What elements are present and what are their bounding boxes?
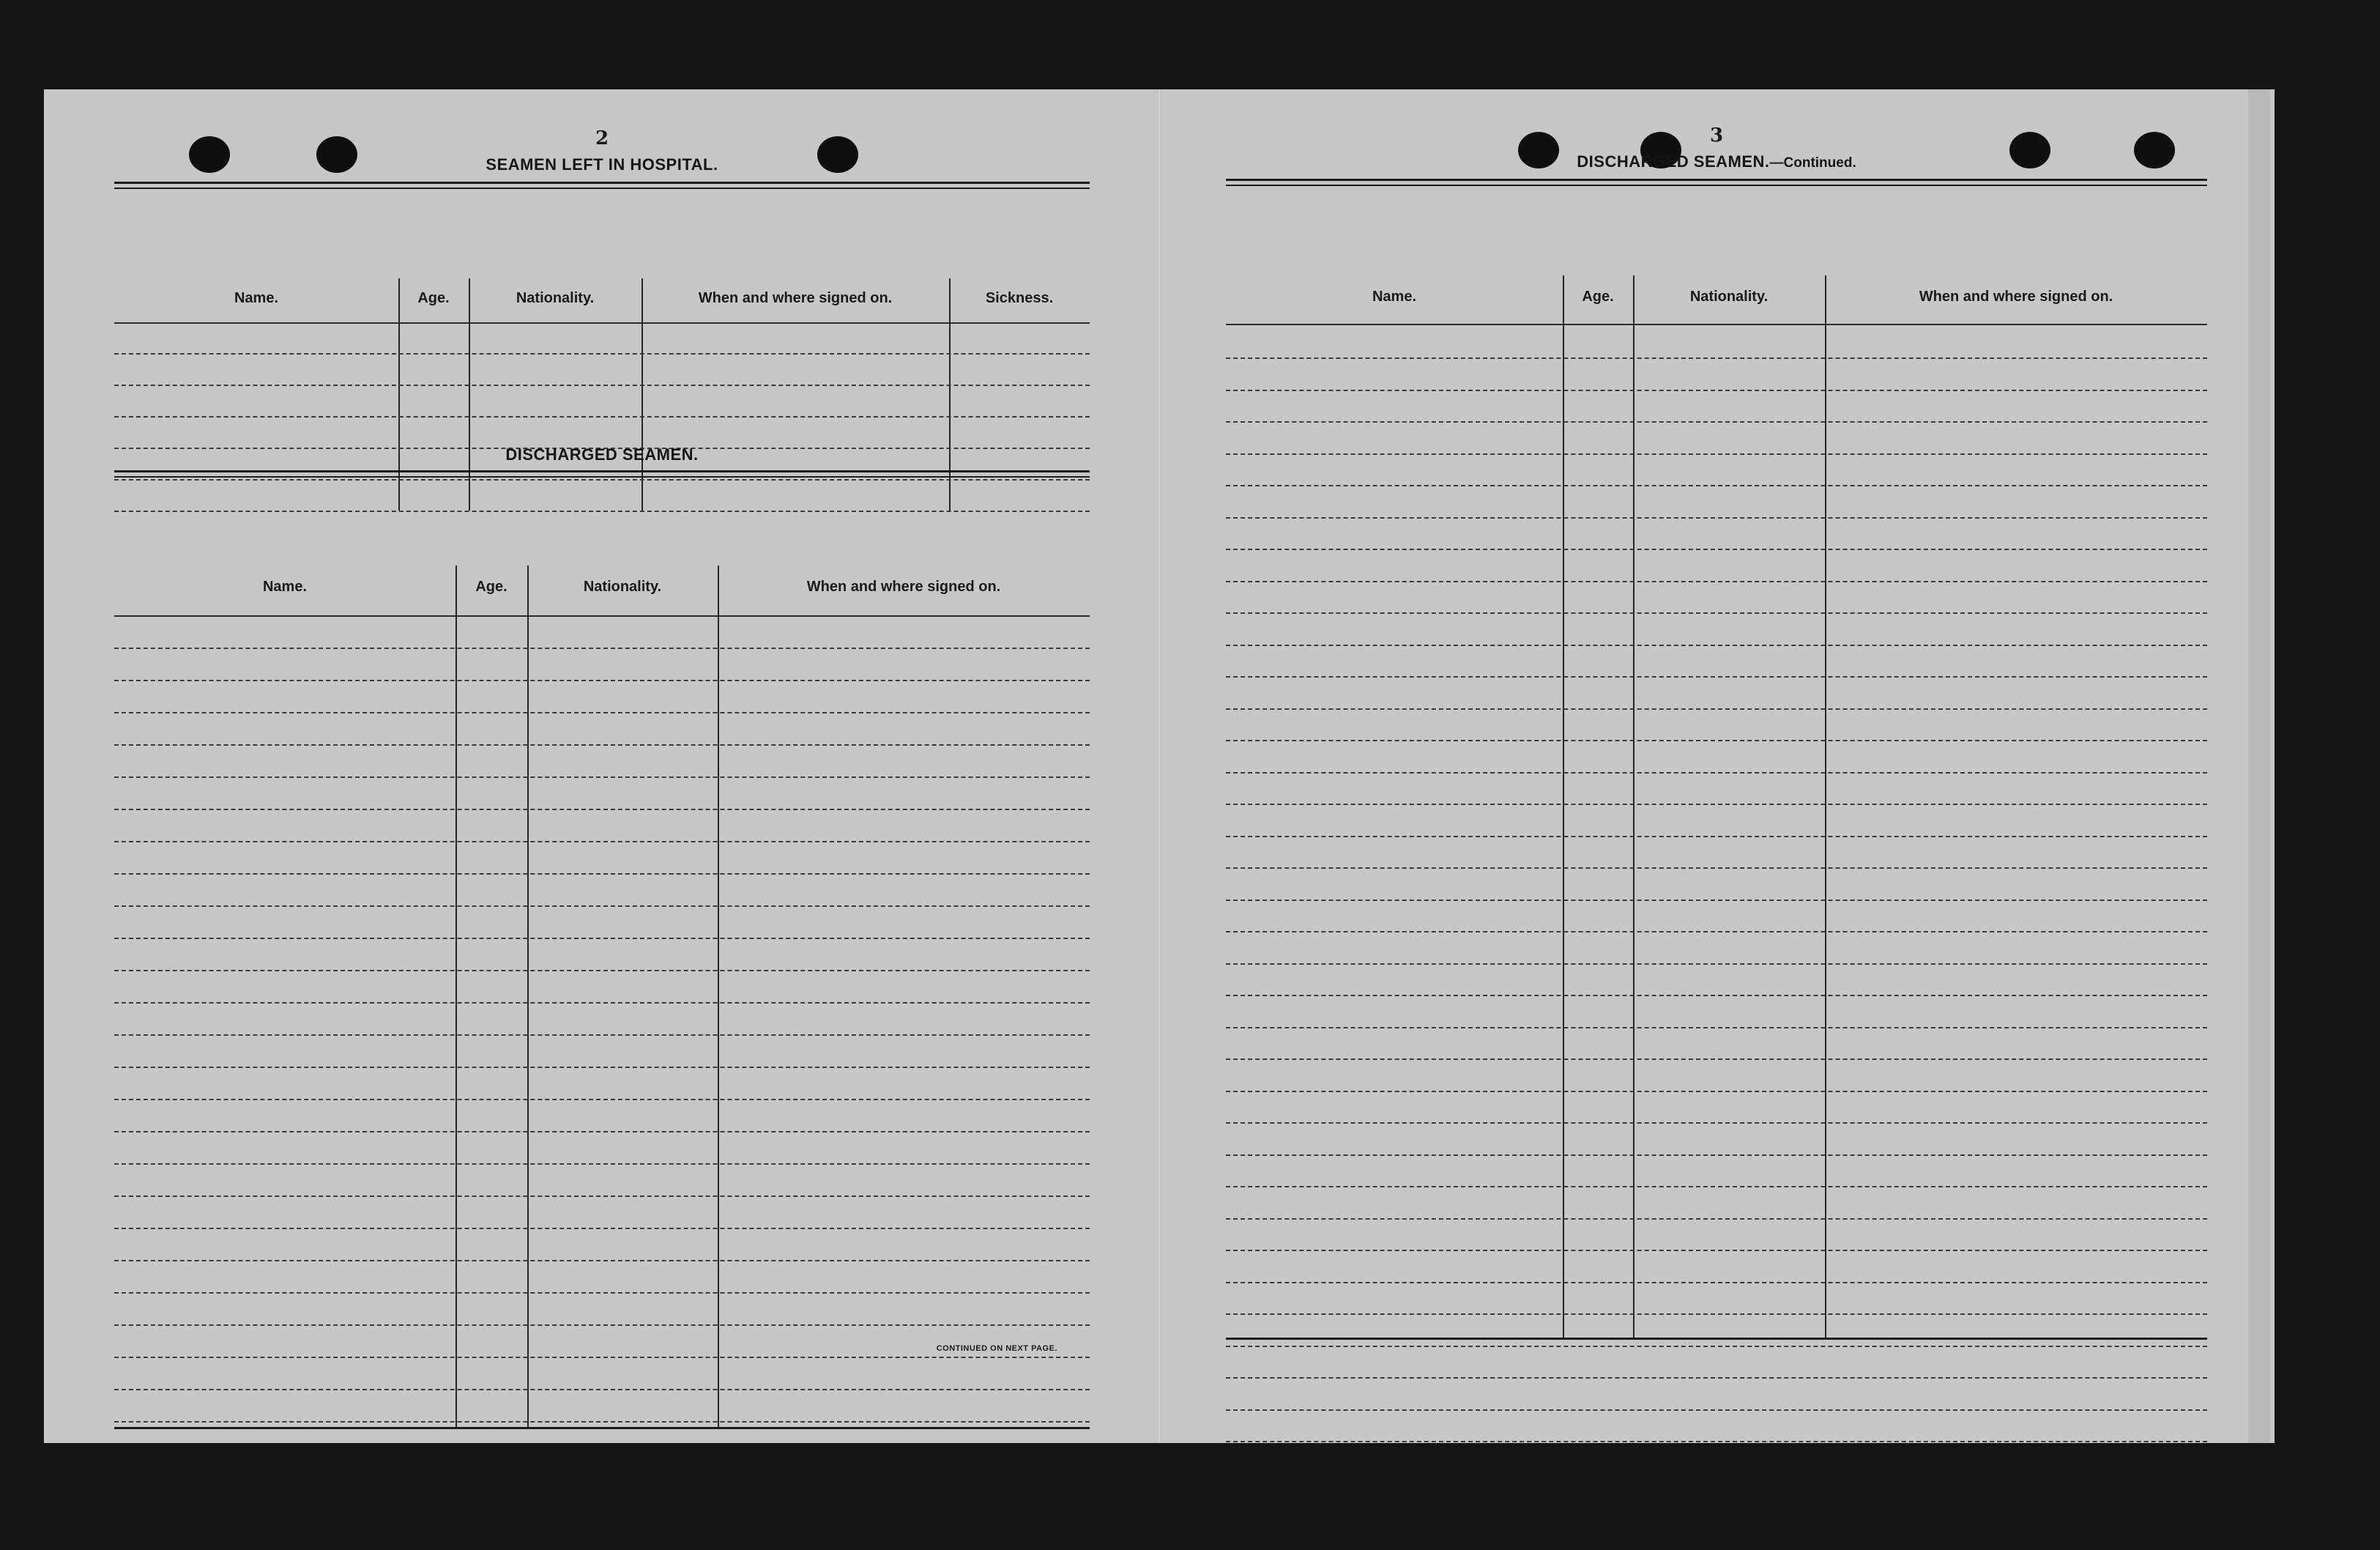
dotted-entry-line (114, 1421, 1090, 1423)
column-divider (1633, 275, 1635, 1338)
dotted-entry-line (114, 1131, 1090, 1132)
dotted-entry-line (1226, 1409, 2207, 1411)
dotted-entry-line (114, 776, 1090, 778)
dotted-entry-line (1226, 676, 2207, 678)
dotted-entry-line (1226, 836, 2207, 837)
header-underline (1226, 324, 2207, 325)
dotted-entry-line (114, 1389, 1090, 1390)
dotted-entry-line (1226, 1091, 2207, 1092)
column-header-nationality: Nationality. (583, 579, 662, 595)
column-header-signed-on: When and where signed on. (698, 290, 893, 306)
column-divider (1563, 275, 1564, 1338)
dotted-entry-line (1226, 867, 2207, 869)
dotted-entry-line (114, 1324, 1090, 1326)
column-header-name: Name. (1372, 289, 1417, 305)
dotted-entry-line (114, 1067, 1090, 1068)
dotted-entry-line (1226, 485, 2207, 486)
dotted-entry-line (114, 1195, 1090, 1197)
hospital-table (114, 192, 1090, 529)
column-header-name: Name. (234, 290, 279, 306)
sheet-edge (2248, 89, 2270, 1443)
dotted-entry-line (1226, 1441, 2207, 1442)
column-divider (718, 566, 719, 1427)
dotted-entry-line (1226, 1313, 2207, 1315)
section-title-suffix: —Continued. (1769, 155, 1856, 171)
hospital-section-title: SEAMEN LEFT IN HOSPITAL. (486, 155, 718, 174)
column-header-signed-on: When and where signed on. (806, 579, 1001, 595)
dotted-entry-line (1226, 1346, 2207, 1347)
column-header-age: Age. (475, 579, 507, 595)
dotted-entry-line (114, 511, 1090, 512)
dotted-entry-line (114, 353, 1090, 355)
column-header-age: Age. (417, 290, 450, 306)
column-header-nationality: Nationality. (1689, 289, 1769, 305)
continued-note: CONTINUED ON NEXT PAGE. (936, 1344, 1057, 1353)
closing-rule (1226, 1338, 2207, 1340)
dotted-entry-line (1226, 517, 2207, 519)
dotted-entry-line (1226, 1186, 2207, 1187)
header-underline (114, 615, 1090, 617)
dotted-entry-line (1226, 1282, 2207, 1283)
dotted-entry-line (1226, 357, 2207, 359)
header-rule (1226, 179, 2207, 186)
dotted-entry-line (1226, 804, 2207, 805)
dotted-entry-line (1226, 645, 2207, 646)
dotted-entry-line (114, 1002, 1090, 1004)
column-header-name: Name. (262, 579, 308, 595)
header-underline (114, 322, 1090, 324)
dotted-entry-line (114, 873, 1090, 875)
form-sheet (44, 89, 2275, 1443)
column-header-nationality: Nationality. (516, 290, 595, 306)
dotted-entry-line (1226, 1122, 2207, 1124)
dotted-entry-line (114, 1034, 1090, 1036)
header-rule (114, 470, 1090, 478)
dotted-entry-line (1226, 1027, 2207, 1028)
dotted-entry-line (1226, 995, 2207, 996)
dotted-entry-line (114, 479, 1090, 481)
dotted-entry-line (114, 744, 1090, 746)
dotted-entry-line (114, 1228, 1090, 1229)
dotted-entry-line (114, 416, 1090, 418)
dotted-entry-line (114, 712, 1090, 713)
page-fold (1157, 89, 1161, 1443)
dotted-entry-line (1226, 1058, 2207, 1060)
column-divider (527, 566, 529, 1427)
dotted-entry-line (114, 1357, 1090, 1358)
page-number: 2 (595, 127, 609, 149)
dotted-entry-line (1226, 453, 2207, 455)
column-header-sickness: Sickness. (985, 290, 1054, 306)
page-number: 3 (1709, 125, 1724, 147)
dotted-entry-line (1226, 1377, 2207, 1379)
dotted-entry-line (114, 970, 1090, 971)
dotted-entry-line (1226, 1250, 2207, 1251)
dotted-entry-line (114, 1260, 1090, 1261)
closing-rule (114, 1427, 1090, 1429)
dotted-entry-line (1226, 708, 2207, 710)
dotted-entry-line (114, 841, 1090, 842)
dotted-entry-line (1226, 549, 2207, 550)
dotted-entry-line (114, 680, 1090, 681)
dotted-entry-line (1226, 421, 2207, 423)
dotted-entry-line (1226, 581, 2207, 582)
section-title-text: DISCHARGED SEAMEN. (1577, 152, 1770, 171)
column-divider (455, 566, 457, 1427)
dotted-entry-line (1226, 963, 2207, 965)
dotted-entry-line (114, 1099, 1090, 1100)
dotted-entry-line (114, 648, 1090, 649)
discharged-continued-title (1226, 152, 2207, 171)
dotted-entry-line (1226, 1154, 2207, 1156)
column-header-signed-on: When and where signed on. (1919, 289, 2113, 305)
dotted-entry-line (114, 1163, 1090, 1165)
dotted-entry-line (114, 905, 1090, 907)
header-rule (114, 182, 1090, 189)
dotted-entry-line (114, 938, 1090, 939)
dotted-entry-line (1226, 772, 2207, 774)
discharged-section-title: DISCHARGED SEAMEN. (505, 445, 699, 464)
dotted-entry-line (1226, 390, 2207, 391)
dotted-entry-line (1226, 612, 2207, 614)
dotted-entry-line (1226, 900, 2207, 901)
dotted-entry-line (114, 809, 1090, 810)
column-header-age: Age. (1582, 289, 1614, 305)
dotted-entry-line (1226, 931, 2207, 932)
dotted-entry-line (1226, 1218, 2207, 1220)
dotted-entry-line (1226, 740, 2207, 741)
dotted-entry-line (114, 1292, 1090, 1294)
column-divider (1825, 275, 1826, 1338)
dotted-entry-line (114, 385, 1090, 386)
